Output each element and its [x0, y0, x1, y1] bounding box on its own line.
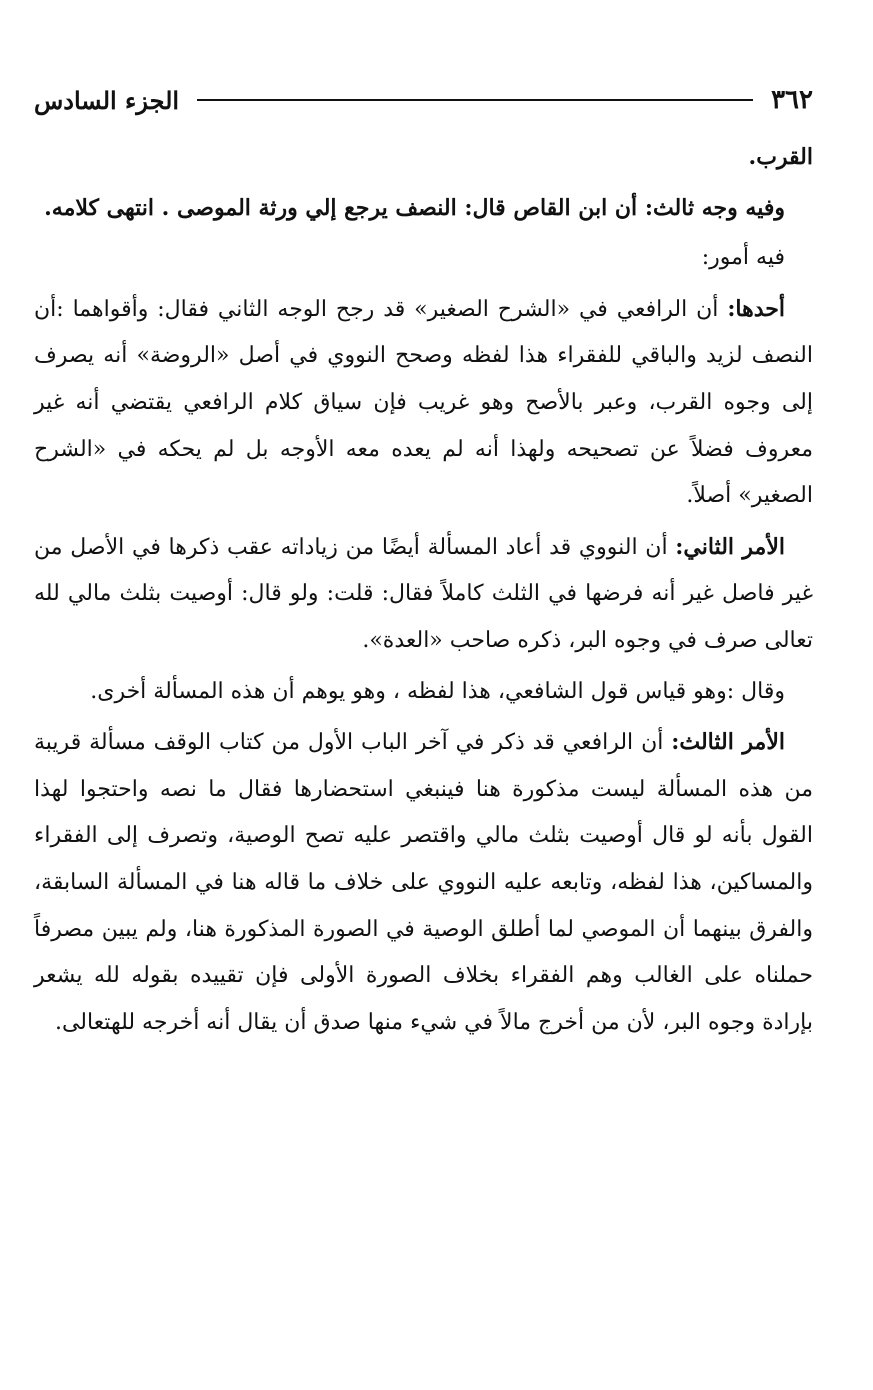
part-title: الجزء السادس	[34, 85, 180, 115]
book-page	[34, 78, 813, 1050]
paragraph-text: أن الرافعي في «الشرح الصغير» قد رجح الوجه الثاني فقال: وأقواهما :أن النصف لزيد والباقي للفقراء هذا لفظه وصحح النووي في أصل «الروضة» أنه يصرف إلى وجوه القرب، وعبر بالأصح وهو غريب فإن سياق كلام الرافعي يقتضي أنه غير معروف فضلاً عن تصحيحه ولهذا أنه لم يعده معه الأوجه بل لم يحكه في «الشرح الصغير» أصلاً.	[34, 296, 813, 509]
paragraph-lead: الأمر الثالث:	[671, 729, 785, 756]
paragraph-text: القرب.	[748, 144, 813, 170]
paragraph	[34, 235, 813, 282]
paragraph	[34, 185, 813, 232]
paragraph-text: فيه أمور:	[701, 245, 785, 271]
paragraph-text: أن النووي قد أعاد المسألة أيضًا من زياداته عقب ذكرها في الأصل من غير فاصل غير أنه فرضها في الثلث كاملاً فقال: قلت: ولو قال: أوصيت بثلث مالي لله تعالى صرف في وجوه البر، ذكره صاحب «العدة».	[34, 534, 813, 653]
paragraph-text: أن الرافعي قد ذكر في آخر الباب الأول من كتاب الوقف مسألة قريبة من هذه المسألة ليست مذكورة هنا فينبغي استحضارها فقال ما نصه واحتجوا لهذا القول بأنه لو قال أوصيت بثلث مالي واقتصر عليه تصح الوصية، وتصرف إلى الفقراء والمساكين، هذا لفظه، وتابعه عليه النووي على خلاف ما قاله هنا في المسألة السابقة، والفرق بينهما أن الموصي لما أطلق الوصية في الصورة المذكورة هنا، ولم يبين مصرفاً حملناه على الغالب وهم الفقراء بخلاف الصورة الأولى فإن تقييده بقوله لله يشعر بإرادة وجوه البر، لأن من أخرج مالاً في شيء منها صدق أن يقال أنه أخرجه للهتعالى.	[34, 730, 813, 1035]
page-number: ٣٦٢	[771, 85, 813, 115]
body-text	[34, 134, 813, 1046]
running-header	[34, 78, 813, 122]
paragraph	[34, 669, 813, 716]
paragraph	[34, 134, 813, 181]
header-rule	[197, 99, 753, 101]
paragraph-text: وقال :وهو قياس قول الشافعي، هذا لفظه ، وهو يوهم أن هذه المسألة أخرى.	[90, 678, 785, 704]
paragraph	[34, 524, 813, 665]
paragraph	[34, 286, 813, 520]
paragraph-lead: أحدها:	[727, 295, 785, 322]
paragraph-lead: الأمر الثاني:	[675, 533, 785, 560]
paragraph	[34, 719, 813, 1046]
paragraph-text: وفيه وجه ثالث: أن ابن القاص قال: النصف يرجع إلي ورثة الموصى . انتهى كلامه.	[44, 194, 785, 221]
